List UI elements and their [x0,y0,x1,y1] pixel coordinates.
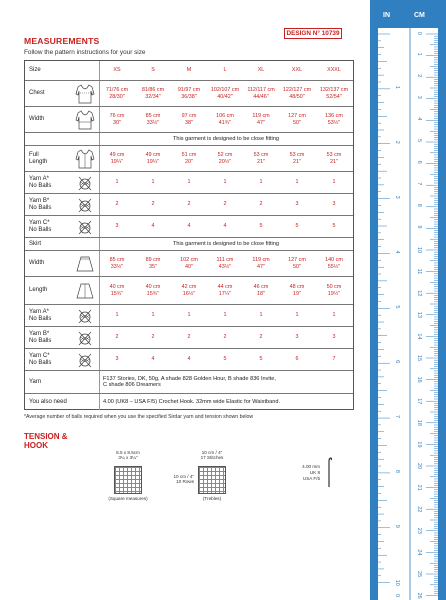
width-label: Width [29,116,45,122]
balls-count: 1 [295,312,299,318]
width-in: 33½" [146,119,160,126]
balls-count: 1 [332,312,336,318]
width-cm: 106 cm [216,112,234,119]
also-need-text: 4.00 (UK8 – USA F/5) Crochet Hook. 32mm wide Elastic for Waistband. [103,399,280,405]
skirt-width-in: 50" [293,263,301,270]
cm-number: 3 [416,95,422,99]
inch-number: 9 [394,524,400,528]
balls-count: 1 [295,179,299,185]
width-cm: 136 cm [325,112,343,119]
skirt-length-in: 19" [293,290,301,297]
cm-number: 22 [416,506,422,513]
length-cm: 53 cm [253,151,269,158]
balls-count: 1 [223,312,227,318]
full-length-label: Length [29,158,48,165]
balls-count: 1 [115,312,119,318]
balls-count: 2 [187,334,191,340]
cm-number: 10 [416,247,422,254]
cm-number: 9 [416,225,422,229]
balls-count: 2 [187,201,191,207]
close-fit-note: This garment is designed to be close fitting [172,136,280,142]
no-balls-label: No Balls [29,226,52,233]
width-cm: 127 cm [288,112,306,119]
yarn-info-row [25,371,353,394]
hook-size [290,464,320,482]
yarn-b-label: Yarn B* [29,197,50,204]
yarn-ball-icon [71,327,99,348]
skirt-width-cm: 127 cm [288,256,306,263]
skirt-label: Skirt [29,240,41,247]
length-cm: 53 cm [289,151,305,158]
width-cm: 85 cm [145,112,161,119]
skirt-length-in: 15¾" [146,290,160,297]
width-in: 50" [293,119,301,126]
length-in: 21" [257,158,265,165]
hook-size-us: USA F/5 [302,476,320,481]
cm-number: 19 [416,441,422,448]
yarn-label: Yarn [29,378,42,385]
skirt-length-label: Length [29,287,48,293]
balls-count: 6 [295,356,299,362]
cm-number: 20 [416,463,422,470]
balls-count: 1 [187,312,191,318]
tension-title-line: HOOK [24,441,48,450]
full-length-label: Full [29,151,39,158]
crochet-hook-icon [324,456,334,493]
skirt-yarn-c-row [25,349,353,371]
skirt-length-in: 19½" [327,290,341,297]
cm-number: 5 [416,139,422,143]
balls-count: 3 [332,201,336,207]
balls-count: 1 [151,179,155,185]
size-m: M [186,67,192,73]
hook-size-mm: 4.00 mm [302,464,320,469]
skirt-length-in: 17¼" [218,290,232,297]
chest-in: 40/42" [217,93,233,100]
chest-in: 48/50" [289,93,305,100]
balls-count: 2 [115,334,119,340]
also-need-row [25,394,353,410]
yarn-ball-icon [71,305,99,326]
tension-title-line: TENSION & [24,432,68,441]
cm-number: 7 [416,182,422,186]
chest-label: Chest [29,90,45,96]
balls-count: 3 [295,334,299,340]
swatch2-caption: (Trebles) [202,496,222,501]
skirt-width-cm: 85 cm [109,256,125,263]
size-label: Size [29,67,41,73]
instructions-subtitle: Follow the pattern instructions for your size [24,49,146,56]
balls-count: 1 [151,312,155,318]
skirt-width-cm: 102 cm [180,256,198,263]
cm-number: 1 [416,52,422,56]
cm-number: 15 [416,355,422,362]
balls-count: 1 [187,179,191,185]
skirt-width-cm: 140 cm [325,256,343,263]
size-xxl: XXL [291,67,303,73]
length-in: 20½" [218,158,232,165]
balls-count: 3 [332,334,336,340]
chest-cm: 71/76 cm [105,86,129,93]
chest-cm: 122/127 cm [282,86,312,93]
length-cm: 51 cm [181,151,197,158]
balls-count: 4 [187,223,191,229]
cm-number: 18 [416,419,422,426]
top-yarn-a-row [25,172,353,194]
balls-count: 2 [151,334,155,340]
ruler-cm-label: CM [414,12,425,19]
no-balls-label: No Balls [29,359,52,366]
chest-in: 28/30" [109,93,125,100]
yarn-ball-icon [71,349,99,370]
inch-number: 3 [394,195,400,199]
chest-in: 52/54" [326,93,342,100]
skirt-width-in: 55½" [327,263,341,270]
swatch2-height: 10 cm / 4" [173,474,194,479]
length-in: 21" [293,158,301,165]
yarn-b-label: Yarn B* [29,330,50,337]
swatch2-rows [166,474,194,485]
skirt-width-in: 35" [149,263,157,270]
balls-count: 4 [151,356,155,362]
skirt-width-cm: 119 cm [252,256,270,263]
yarn-a-label: Yarn A* [29,308,49,315]
swatch1-size-in: 3¼ x 3¼" [118,455,138,461]
measurements-heading: MEASUREMENTS [24,36,100,46]
top-yarn-b-row [25,194,353,216]
yarn-ball-icon [71,194,99,215]
cardigan-chest-icon [71,81,99,106]
size-s: S [151,67,155,73]
swatch2-width: 10 cm / 4" [201,450,223,455]
inch-number: 0 [394,594,400,598]
swatch1-grid [114,466,142,494]
swatch2-row-count: 10 Rows [176,479,194,485]
balls-count: 5 [332,223,336,229]
swatch2-grid [198,466,226,494]
swatch1-caption: (Square measures) [108,496,148,501]
balls-count: 1 [332,179,336,185]
balls-count: 2 [223,334,227,340]
measurements-table [24,60,354,410]
skirt-length-in: 18" [257,290,265,297]
inch-number: 8 [394,469,400,473]
skirt-length-cm: 46 cm [253,283,269,290]
close-fit-row [25,133,353,146]
balls-count: 1 [259,179,263,185]
length-in: 19¼" [110,158,124,165]
length-in: 19¼" [146,158,160,165]
balls-count: 7 [332,356,336,362]
skirt-width-in: 47" [257,263,265,270]
balls-count: 2 [259,201,263,207]
width-in: 41¾" [218,119,232,126]
cm-number: 12 [416,290,422,297]
size-l: L [223,67,227,73]
size-xxxl: XXXL [327,67,341,73]
balls-count: 3 [115,356,119,362]
inch-number: 4 [394,250,400,254]
chest-cm: 102/107 cm [210,86,240,93]
cm-number: 11 [416,268,422,275]
tension-heading [24,432,68,450]
skirt-yarn-b-row [25,327,353,349]
chest-cm: 91/97 cm [177,86,201,93]
chest-in: 32/34" [145,93,161,100]
balls-count: 4 [223,223,227,229]
balls-count: 4 [187,356,191,362]
inch-number: 6 [394,360,400,364]
measuring-ruler [370,0,446,600]
no-balls-label: No Balls [29,337,52,344]
no-balls-label: No Balls [29,315,52,322]
length-in: 21" [330,158,338,165]
skirt-width-label: Width [29,260,45,266]
skirt-width-in: 43½" [218,263,232,270]
skirt-width-cm: 89 cm [145,256,161,263]
cardigan-length-icon [71,146,99,171]
skirt-length-icon [71,277,99,304]
balls-count: 4 [151,223,155,229]
ruler-ticks [378,28,438,600]
skirt-length-cm: 44 cm [217,283,233,290]
cardigan-width-icon [71,107,99,132]
size-row [25,61,353,81]
cm-number: 25 [416,571,422,578]
cm-number: 4 [416,117,422,121]
size-xs: XS [113,67,121,73]
chest-cm: 132/137 cm [319,86,349,93]
no-balls-label: No Balls [29,204,52,211]
width-cm: 76 cm [109,112,125,119]
chest-in: 36/38" [181,93,197,100]
skirt-width-icon [71,251,99,276]
cm-number: 23 [416,527,422,534]
yarn-ball-icon [71,216,99,237]
cm-number: 24 [416,549,422,556]
yarn-description: F137 Stories, DK, 50g, A shade 828 Golden Hour, B shade 836 Invite, [103,376,276,382]
balls-footnote: *Average number of balls required when you use the specified Sirdar yarn and tension shown below [24,414,254,420]
inch-number: 5 [394,305,400,309]
skirt-width-in: 40" [185,263,193,270]
balls-count: 5 [259,356,263,362]
balls-count: 1 [259,312,263,318]
length-cm: 53 cm [326,151,342,158]
cm-number: 0 [416,32,422,36]
balls-count: 1 [115,179,119,185]
swatch2-stitches [192,450,232,461]
yarn-ball-icon [71,172,99,193]
yarn-c-label: Yarn C* [29,219,50,226]
balls-count: 5 [223,356,227,362]
size-xl: XL [257,67,265,73]
width-in: 47" [257,119,265,126]
balls-count: 2 [115,201,119,207]
width-in: 38" [185,119,193,126]
length-in: 20" [185,158,193,165]
balls-count: 2 [151,201,155,207]
cm-number: 8 [416,203,422,207]
cm-number: 17 [416,398,422,405]
design-number-badge: DESIGN N° 10739 [284,28,342,39]
width-row [25,107,353,133]
skirt-length-cm: 48 cm [289,283,305,290]
skirt-close-fit-note: This garment is designed to be close fitting [172,241,280,247]
skirt-length-cm: 50 cm [326,283,342,290]
skirt-length-in: 15¾" [110,290,124,297]
cm-number: 2 [416,74,422,78]
full-length-row [25,146,353,172]
ruler-scale [378,28,438,600]
no-balls-label: No Balls [29,182,52,189]
chest-row [25,81,353,107]
balls-count: 5 [259,223,263,229]
swatch1-size-cm: 8.5 x 8.5cm [116,450,140,455]
length-cm: 49 cm [109,151,125,158]
swatch1-size [108,450,148,461]
skirt-length-cm: 40 cm [145,283,161,290]
width-in: 30" [113,119,121,126]
inch-number: 10 [394,579,400,586]
balls-count: 5 [295,223,299,229]
yarn-a-label: Yarn A* [29,175,49,182]
hook-size-uk: UK 8 [309,470,320,475]
skirt-length-in: 16½" [182,290,196,297]
skirt-length-row [25,277,353,305]
balls-count: 1 [223,179,227,185]
balls-count: 2 [223,201,227,207]
also-need-label: You also need [29,398,67,405]
yarn-description: C shade 806 Dreamers [103,382,161,388]
yarn-c-label: Yarn C* [29,352,50,359]
skirt-width-cm: 111 cm [216,256,234,263]
top-yarn-c-row [25,216,353,238]
skirt-width-in: 33½" [110,263,124,270]
length-cm: 52 cm [217,151,233,158]
cm-number: 14 [416,333,422,340]
ruler-in-label: IN [383,12,390,19]
chest-in: 44/46" [253,93,269,100]
cm-number: 16 [416,376,422,383]
skirt-header-row [25,238,353,251]
balls-count: 3 [295,201,299,207]
cm-number: 6 [416,160,422,164]
inch-number: 7 [394,415,400,419]
width-cm: 97 cm [181,112,197,119]
balls-count: 2 [259,334,263,340]
skirt-width-row [25,251,353,277]
skirt-yarn-a-row [25,305,353,327]
cm-number: 21 [416,484,422,491]
chest-cm: 81/86 cm [141,86,165,93]
chest-cm: 112/117 cm [247,86,275,93]
length-cm: 49 cm [145,151,161,158]
skirt-length-cm: 40 cm [109,283,125,290]
inch-number: 1 [394,85,400,89]
balls-count: 3 [115,223,119,229]
width-cm: 119 cm [252,112,270,119]
inch-number: 2 [394,140,400,144]
skirt-length-cm: 42 cm [181,283,197,290]
width-in: 53½" [327,119,341,126]
swatch2-stitch-count: 17 Stitches [200,455,224,461]
cm-number: 13 [416,311,422,318]
cm-number: 26 [416,592,422,599]
